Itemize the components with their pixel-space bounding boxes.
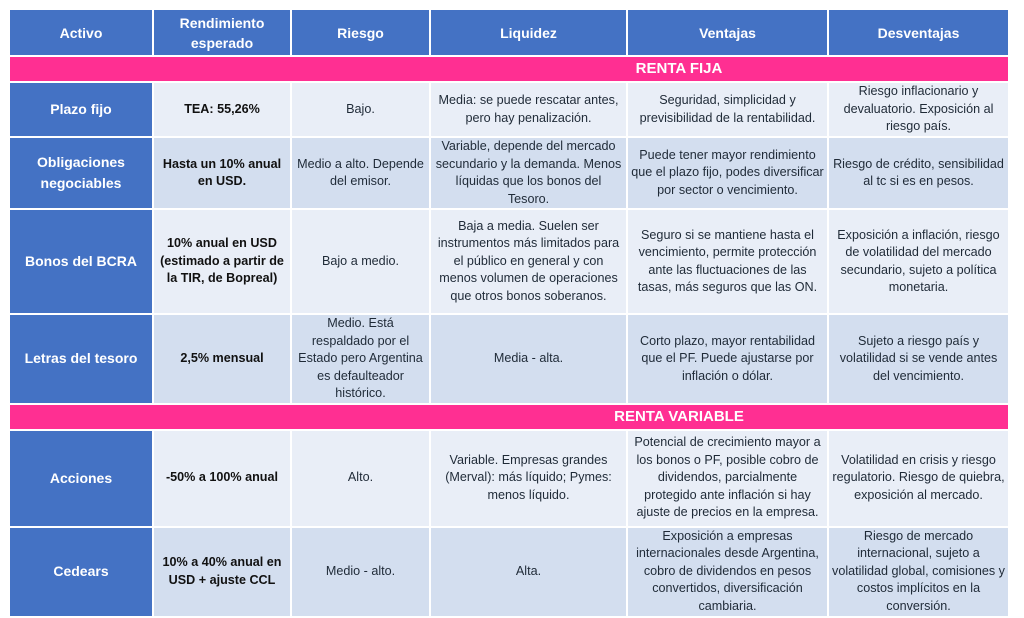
yield-cell: Hasta un 10% anual en USD. — [154, 138, 290, 208]
header-riesgo: Riesgo — [292, 10, 429, 55]
asset-name: Plazo fijo — [10, 83, 152, 136]
disadvantages-cell: Exposición a inflación, riesgo de volatilidad del mercado secundario, sujeto a política monetaria. — [829, 210, 1008, 313]
section-band-renta-fija — [10, 57, 1008, 81]
advantages-cell: Exposición a empresas internacionales desde Argentina, cobro de dividendos en pesos convertidos, diversificación cambiaria. — [628, 528, 827, 616]
asset-name: Obligaciones negociables — [10, 138, 152, 208]
disadvantages-cell: Riesgo de crédito, sensibilidad al tc si es en pesos. — [829, 138, 1008, 208]
header-activo: Activo — [10, 10, 152, 55]
table-row-bonos-bcra — [10, 210, 1008, 313]
yield-cell: -50% a 100% anual — [154, 431, 290, 526]
advantages-cell: Puede tener mayor rendimiento que el plazo fijo, podes diversificar por sector o vencimiento. — [628, 138, 827, 208]
table-row-obligaciones — [10, 138, 1008, 208]
header-liquidez: Liquidez — [431, 10, 626, 55]
disadvantages-cell: Volatilidad en crisis y riesgo regulatorio. Riesgo de quiebra, exposición al mercado. — [829, 431, 1008, 526]
section-title: RENTA FIJA — [635, 60, 723, 78]
liquidity-cell: Alta. — [431, 528, 626, 616]
liquidity-cell: Variable. Empresas grandes (Merval): más líquido; Pymes: menos líquido. — [431, 431, 626, 526]
risk-cell: Medio a alto. Depende del emisor. — [292, 138, 429, 208]
header-ventajas: Ventajas — [628, 10, 827, 55]
yield-cell: 2,5% mensual — [154, 315, 290, 403]
asset-name: Bonos del BCRA — [10, 210, 152, 313]
asset-name: Letras del tesoro — [10, 315, 152, 403]
table-row-acciones — [10, 431, 1008, 526]
disadvantages-cell: Riesgo de mercado internacional, sujeto a volatilidad global, comisiones y costos implícitos en la conversión. — [829, 528, 1008, 616]
section-band-renta-variable — [10, 405, 1008, 429]
advantages-cell: Seguridad, simplicidad y previsibilidad de la rentabilidad. — [628, 83, 827, 136]
liquidity-cell: Media: se puede rescatar antes, pero hay penalización. — [431, 83, 626, 136]
risk-cell: Bajo. — [292, 83, 429, 136]
risk-cell: Bajo a medio. — [292, 210, 429, 313]
table-row-cedears — [10, 528, 1008, 616]
header-desventajas: Desventajas — [829, 10, 1008, 55]
advantages-cell: Seguro si se mantiene hasta el vencimiento, permite protección ante las fluctuaciones de las tasas, más seguros que las ON. — [628, 210, 827, 313]
section-title: RENTA VARIABLE — [614, 407, 744, 425]
risk-cell: Alto. — [292, 431, 429, 526]
yield-cell: 10% anual en USD (estimado a partir de la TIR, de Bopreal) — [154, 210, 290, 313]
table-row-plazo-fijo — [10, 83, 1008, 136]
header-row — [10, 10, 1008, 55]
yield-cell: TEA: 55,26% — [154, 83, 290, 136]
table-row-letras — [10, 315, 1008, 403]
asset-name: Cedears — [10, 528, 152, 616]
risk-cell: Medio - alto. — [292, 528, 429, 616]
yield-cell: 10% a 40% anual en USD + ajuste CCL — [154, 528, 290, 616]
disadvantages-cell: Riesgo inflacionario y devaluatorio. Exposición al riesgo país. — [829, 83, 1008, 136]
advantages-cell: Corto plazo, mayor rentabilidad que el PF. Puede ajustarse por inflación o dólar. — [628, 315, 827, 403]
disadvantages-cell: Sujeto a riesgo país y volatilidad si se vende antes del vencimiento. — [829, 315, 1008, 403]
liquidity-cell: Variable, depende del mercado secundario y la demanda. Menos líquidas que los bonos del Tesoro. — [431, 138, 626, 208]
liquidity-cell: Baja a media. Suelen ser instrumentos más limitados para el público en general y con menos volumen de operaciones que otros bonos soberanos. — [431, 210, 626, 313]
header-rendimiento: Rendimiento esperado — [154, 10, 290, 55]
comparison-table — [8, 8, 1010, 618]
advantages-cell: Potencial de crecimiento mayor a los bonos o PF, posible cobro de dividendos, parcialmente protegido ante inflación si hay ajuste de precios en la empresa. — [628, 431, 827, 526]
asset-name: Acciones — [10, 431, 152, 526]
liquidity-cell: Media - alta. — [431, 315, 626, 403]
risk-cell: Medio. Está respaldado por el Estado pero Argentina es defaulteador histórico. — [292, 315, 429, 403]
